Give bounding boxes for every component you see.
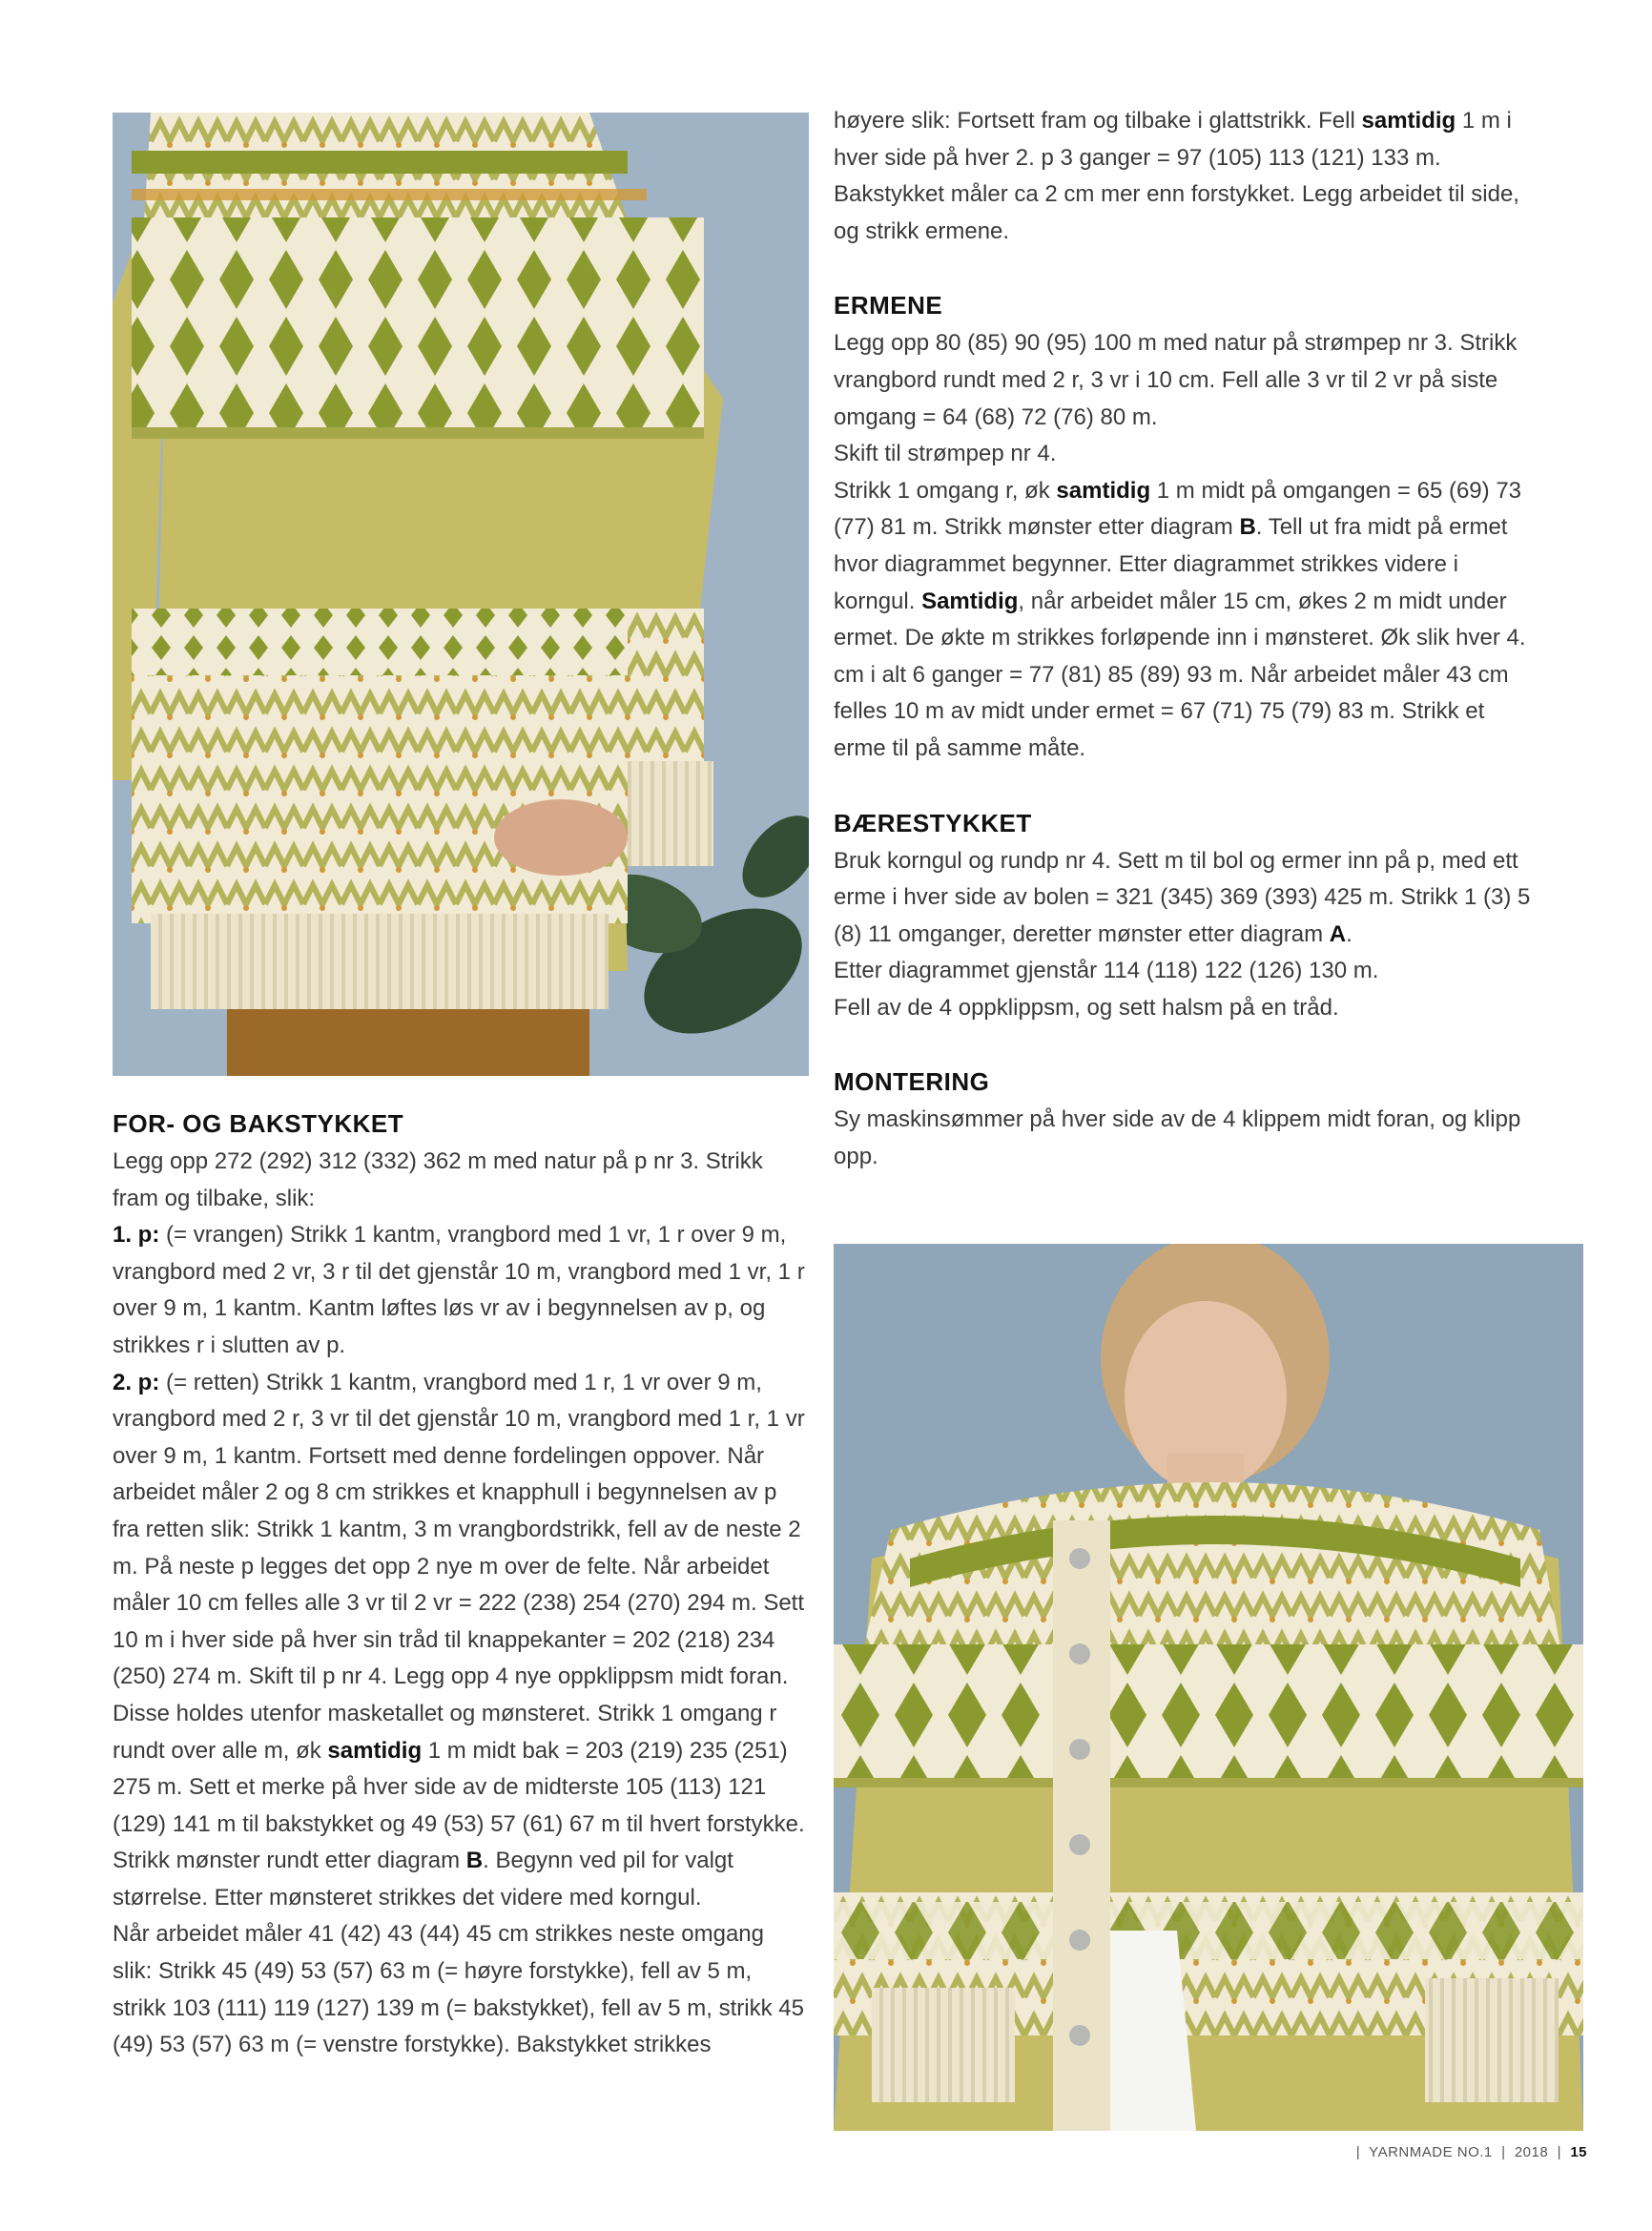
left-p3-c: . Begynn ved pil for valgt størrelse. Etter mønsteret strikkes det videre med korngul. (113, 1848, 733, 1911)
for-og-bakstykket-heading: FOR- OG BAKSTYKKET (113, 1109, 404, 1138)
sweater-back-illustration (113, 113, 809, 1076)
footer-separator: | (1355, 2144, 1361, 2160)
footer-separator: | (1501, 2144, 1506, 2160)
baerestykket-p1 (834, 843, 1539, 954)
ermene-p3-e: . Tell ut fra midt på ermet hvor diagrammet begynner. Etter diagrammet strikkes videre i korngul. (834, 514, 1508, 614)
baerestykket-p1-c: . (1346, 920, 1353, 947)
ermene-p3-bold-2: B (1239, 514, 1256, 541)
left-p0: Legg opp 272 (292) 312 (332) 362 m med natur på p nr 3. Strikk fram og tilbake, slik: (113, 1148, 763, 1211)
ermene-p3-bold-1: samtidig (1056, 477, 1151, 504)
ermene-p2: Skift til strømpep nr 4. (834, 441, 1057, 467)
right-text-column (834, 103, 1539, 1176)
baerestykket-p1-a: Bruk korngul og rundp nr 4. Sett m til bol og ermer inn på p, med ett erme i hver side av bolen = 321 (345) 369 (393) 425 m. Strikk 1 (3) 5 (8) 11 omganger, deretter mønster etter diagram (834, 847, 1531, 947)
ermene-p3-g: , når arbeidet måler 15 cm, økes 2 m midt under ermet. De økte m strikkes forløpende inn i mønsteret. Øk slik hver 4. cm i alt 6 ganger = 77 (81) 85 (89) 93 m. Når arbeidet måler 43 cm felles 10 m av midt under ermet = 67 (71) 75 (79) 83 m. Strikk et erme til på samme måte. (834, 588, 1526, 761)
page-number: 15 (1570, 2144, 1587, 2160)
row-2-text-c: 1 m midt bak = 203 (219) 235 (251) 275 m. Sett et merke på hver side av de midterste 105 (113) 121 (129) 141 m til bakstykket og 49 (53) 57 (61) 67 m til hvert forstykke. (113, 1737, 805, 1837)
montering-heading: MONTERING (834, 1067, 990, 1097)
sweater-back-photo (113, 113, 809, 1076)
intro-text-a: høyere slik: Fortsett fram og tilbake i glattstrikk. Fell (834, 108, 1362, 134)
left-p3 (113, 1843, 809, 1916)
cardigan-front-photo (834, 1244, 1583, 2131)
ermene-p3 (834, 473, 1539, 768)
row-2-label: 2. p: (113, 1369, 160, 1395)
ermene-heading: ERMENE (834, 291, 943, 320)
intro-text-b: 1 m i hver side på hver 2. p 3 ganger = 97 (105) 113 (121) 133 m. Bakstykket måler ca 2 cm mer enn forstykket. Legg arbeidet til side, og strikk ermene. (834, 108, 1519, 244)
left-p4: Når arbeidet måler 41 (42) 43 (44) 45 cm strikkes neste omgang slik: Strikk 45 (49) 53 (57) 63 m (= høyre forstykke), fell av 5 m, strikk 103 (111) 119 (127) 139 m (= bakstykket), fell av 5 m, strikk 45 (49) 53 (57) 63 m (= venstre forstykke). Bakstykket strikkes (113, 1921, 804, 2058)
baerestykket-p3: Fell av de 4 oppklippsm, og sett halsm på en tråd. (834, 994, 1339, 1021)
ermene-p1: Legg opp 80 (85) 90 (95) 100 m med natur på strømpep nr 3. Strikk vrangbord rundt med 2 r, 3 vr i 10 cm. Fell alle 3 vr til 2 vr på siste omgang = 64 (68) 72 (76) 80 m. (834, 330, 1518, 430)
left-p1 (113, 1217, 809, 1364)
footer-separator: | (1557, 2144, 1561, 2160)
ermene-p3-c: 1 m midt på omgangen = 65 (69) 73 (77) 81 m. Strikk mønster etter diagram (834, 477, 1522, 541)
row-2-text-a: (= retten) Strikk 1 kantm, vrangbord med 1 r, 1 vr over 9 m, vrangbord med 2 r, 3 vr til det gjenstår 10 m, vrangbord med 1 r, 1 vr over 9 m, 1 kantm. Fortsett med denne fordelingen oppover. Når arbeidet måler 2 og 8 cm strikkes et knapphull i begynnelsen av p fra retten slik: Strikk 1 kantm, 3 m vrangbordstrikk, fell av de neste 2 m. På neste p legges det opp 2 nye m over de felte. Når arbeidet måler 10 cm felles alle 3 vr til 2 vr = 222 (238) 254 (270) 294 m. Sett 10 m i hver side på hver sin tråd til knappekanter = 202 (218) 234 (250) 274 m. Skift til p nr 4. Legg opp 4 nye oppklippsm midt foran. Disse holdes utenfor masketallet og mønsteret. Strikk 1 omgang r rundt over alle m, øk (113, 1369, 805, 1764)
baerestykket-p2: Etter diagrammet gjenstår 114 (118) 122 (126) 130 m. (834, 958, 1379, 984)
cardigan-front-illustration (834, 1244, 1583, 2131)
intro-paragraph (834, 103, 1539, 250)
row-1-text: (= vrangen) Strikk 1 kantm, vrangbord med 1 vr, 1 r over 9 m, vrangbord med 2 vr, 3 r til det gjenstår 10 m, vrangbord med 1 vr, 1 r over 9 m, 1 kantm. Kantm løftes løs vr av i begynnelsen av p, og strikkes r i slutten av p. (113, 1222, 805, 1358)
ermene-p3-bold-3: Samtidig (921, 588, 1019, 614)
row-1-label: 1. p: (113, 1222, 160, 1249)
page-footer (1356, 2144, 1587, 2160)
ermene-p3-a: Strikk 1 omgang r, øk (834, 477, 1057, 504)
montering-text: Sy maskinsømmer på hver side av de 4 klippem midt foran, og klipp opp. (834, 1106, 1521, 1170)
baerestykket-heading: BÆRESTYKKET (834, 808, 1032, 837)
left-p3-a: Strikk mønster rundt etter diagram (113, 1848, 466, 1874)
row-2-bold: samtidig (327, 1737, 423, 1764)
left-p3-bold: B (465, 1848, 484, 1874)
magazine-name: YARNMADE NO.1 (1369, 2144, 1493, 2160)
left-p2 (113, 1365, 809, 1844)
baerestykket-p1-bold: A (1329, 920, 1347, 947)
intro-bold: samtidig (1361, 108, 1456, 134)
left-text-column (113, 1106, 809, 2064)
issue-year: 2018 (1514, 2144, 1549, 2160)
